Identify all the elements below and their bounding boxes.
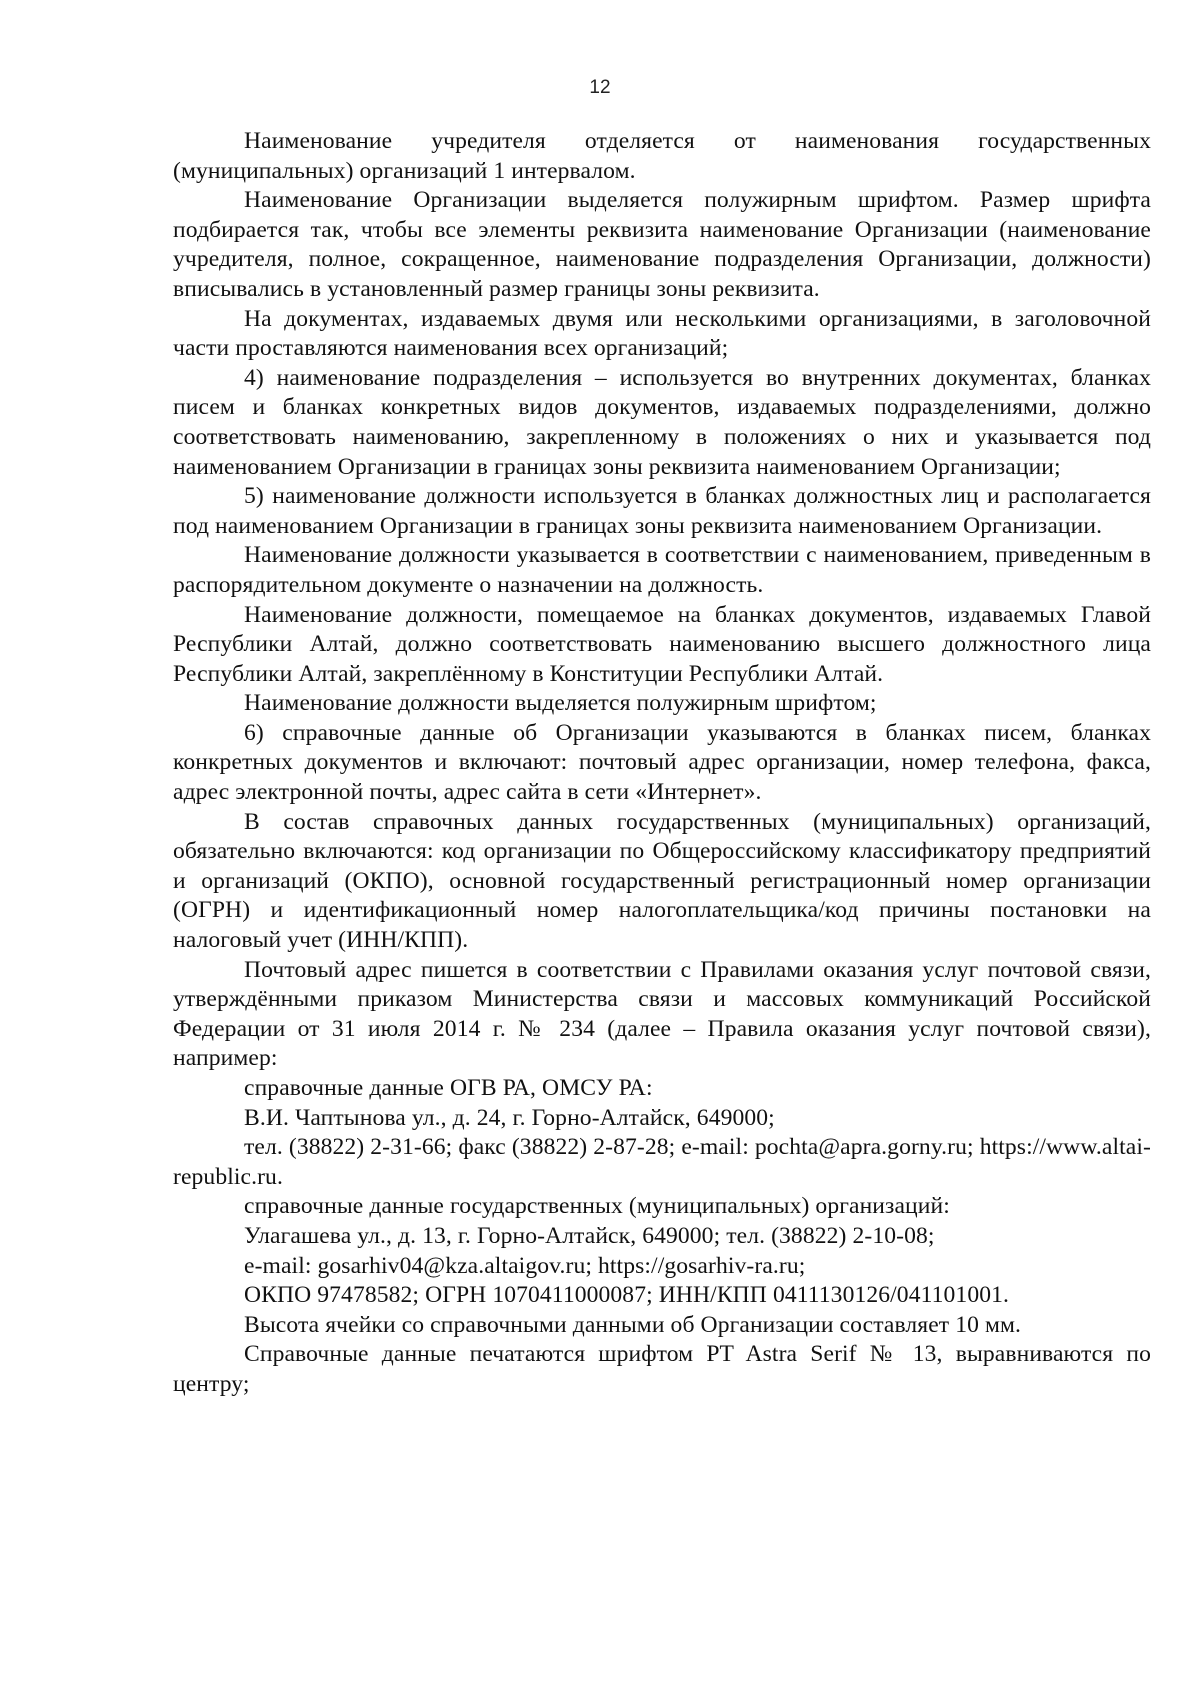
document-body — [173, 127, 1151, 1400]
paragraph-example-state-address: Улагашева ул., д. 13, г. Горно-Алтайск, 649000; тел. (38822) 2-10-08; — [244, 1222, 935, 1249]
paragraph-example-ogv-heading: справочные данные ОГВ РА, ОМСУ РА: — [244, 1075, 653, 1101]
paragraph-position-bold: Наименование должности выделяется полужирным шрифтом; — [244, 690, 877, 717]
paragraph-cell-height: Высота ячейки со справочными данными об Организации составляет 10 мм. — [244, 1311, 1022, 1338]
paragraph-item-5-position: 5) наименование должности используется в бланках должностных лиц и располагается под наименованием Организации в границах зоны реквизита наименованием Организации. — [173, 483, 1151, 539]
page-number: 12 — [589, 77, 611, 98]
paragraph-multiple-organizations: На документах, издаваемых двумя или несколькими организациями, в заголовочной части проставляются наименования всех организаций; — [173, 305, 1151, 362]
paragraph-head-position: Наименование должности, помещаемое на бланках документов, издаваемых Главой Республики Алтай, должно соответствовать наименованию высшего должностного лица Республики Алтай, закреплённому в Конституции Республики Алтай. — [173, 601, 1151, 687]
paragraph-position-naming: Наименование должности указывается в соответствии с наименованием, приведенным в распорядительном документе о назначении на должность. — [173, 542, 1151, 598]
paragraph-item-6-reference-data: 6) справочные данные об Организации указываются в бланках писем, бланках конкретных документов и включают: почтовый адрес организации, номер телефона, факса, адрес электронной почты, адрес сайта в сети «Интернет». — [173, 719, 1151, 806]
paragraph-example-state-heading: справочные данные государственных (муниципальных) организаций: — [244, 1193, 950, 1220]
paragraph-reference-data-composition: В состав справочных данных государственных (муниципальных) организаций, обязательно включаются: код организации по Общероссийскому классификатору предприятий и организаций (ОКПО), основной государственный регистрационный номер организации (ОГРН) и идентификационный номер налогоплательщика/код причины постановки на налоговый учет (ИНН/КПП). — [173, 808, 1151, 954]
paragraph-example-state-email: e-mail: gosarhiv04@kza.altaigov.ru; https://gosarhiv-ra.ru; — [244, 1252, 806, 1279]
paragraph-founder-spacing: Наименование учредителя отделяется от наименования государственных (муниципальных) организаций 1 интервалом. — [173, 128, 1151, 184]
paragraph-example-state-codes: ОКПО 97478582; ОГРН 1070411000087; ИНН/КПП 0411130126/041101001. — [244, 1282, 1010, 1309]
paragraph-postal-address-rules: Почтовый адрес пишется в соответствии с Правилами оказания услуг почтовой связи, утверждёнными приказом Министерства связи и массовых коммуникаций Российской Федерации от 31 июля 2014 г. № 234 (далее – Правила оказания услуг почтовой связи), например: — [173, 956, 1151, 1072]
paragraph-organization-bold: Наименование Организации выделяется полужирным шрифтом. Размер шрифта подбирается так, чтобы все элементы реквизита наименование Организации (наименование учредителя, полное, сокращенное, наименование подразделения Организации, должности) вписывались в установленный размер границы зоны реквизита. — [173, 187, 1151, 302]
paragraph-example-ogv-address: В.И. Чаптынова ул., д. 24, г. Горно-Алтайск, 649000; — [244, 1104, 775, 1131]
paragraph-example-ogv-contacts: тел. (38822) 2-31-66; факс (38822) 2-87-28; e-mail: pochta@apra.gorny.ru; https://www.altai-republic.ru. — [173, 1134, 1151, 1190]
paragraph-reference-font: Справочные данные печатаются шрифтом PT Astra Serif № 13, выравниваются по центру; — [173, 1341, 1151, 1397]
paragraph-item-4-subdivision: 4) наименование подразделения – используется во внутренних документах, бланках писем и бланках конкретных видов документов, издаваемых подразделениями, должно соответствовать наименованию, закрепленному в положениях о них и указывается под наименованием Организации в границах зоны реквизита наименованием Организации; — [173, 364, 1151, 480]
